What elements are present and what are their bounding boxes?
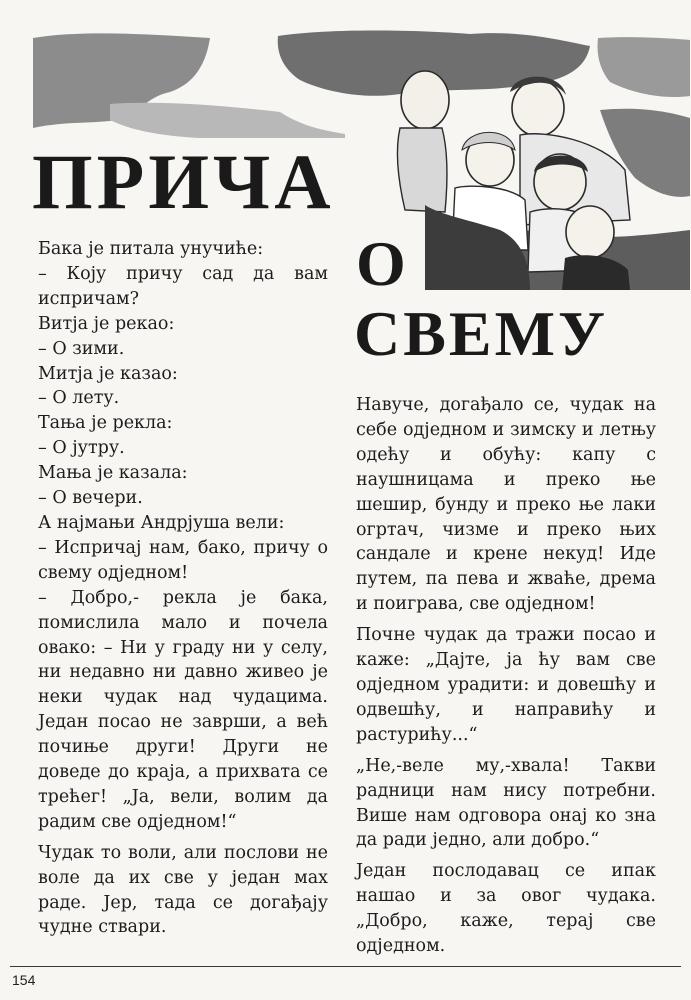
page-number: 154 bbox=[12, 972, 36, 988]
paragraph: – О лету. bbox=[38, 388, 120, 409]
paragraph: Тања је рекла: bbox=[38, 413, 173, 434]
paragraph: Почне чудак да тражи посао и каже: „Дајте, ја ћу вам све одједном урадити: и довешћу и одвешћу, и направићу и растурићу...“ bbox=[356, 625, 656, 745]
paragraph: Навуче, догађало се, чудак на себе одједном и зимску и летњу одећу и обућу: капу с наушницама и преко ње шешир, бунду и преко ње лаки огртач, чизме и преко њих сандале и крене некуд! Иде путем, па пева и жваће, дрема и поиграва, све одједном! bbox=[356, 395, 656, 615]
footer-rule bbox=[10, 966, 681, 967]
title-line-1: ПРИЧА bbox=[32, 138, 335, 225]
paragraph: – Добро,- рекла је бака, помислила мало и почела овако: – Ни у граду ни у селу, ни недавно ни давно живео је неки чудак над чудацима. Један посао не заврши, а већ почиње други! Други не доведе до краја, а прихвата се трећег! „Ја, вели, волим да радим све одједном!“ bbox=[38, 587, 328, 832]
wash-cloud-right bbox=[598, 37, 691, 97]
paragraph: – Испричај нам, бако, причу о свему одједном! bbox=[38, 537, 328, 583]
paragraph: Витја је рекао: bbox=[38, 313, 175, 334]
paragraph: А најмањи Андрјуша вели: bbox=[38, 512, 285, 533]
title-line-3: СВЕМУ bbox=[354, 298, 608, 369]
paragraph: – О вечери. bbox=[38, 488, 143, 509]
paragraph: Један послодавац се ипак нашао и за овог чудака. „Добро, каже, терај све одједном. bbox=[356, 861, 656, 957]
paragraph: „Не,-веле му,-хвала! Такви радници нам нису потребни. Више нам одговора онај ко зна да ради једно, али добро.“ bbox=[356, 755, 656, 851]
right-text-column bbox=[356, 393, 656, 959]
paragraph: Митја је казао: bbox=[38, 363, 178, 384]
paragraph: Чудак то воли, али послови не воле да их све у један мах раде. Јер, тада се догађају чудне ствари. bbox=[38, 842, 328, 938]
paragraph: Мања је казала: bbox=[38, 463, 188, 484]
paragraph: – Коју причу сад да вам испричам? bbox=[38, 263, 328, 309]
paragraph: Бака је питала унучиће: bbox=[38, 239, 264, 259]
title-line-2: О bbox=[356, 228, 408, 299]
paragraph: – О јутру. bbox=[38, 438, 125, 459]
paragraph: – О зими. bbox=[38, 338, 125, 359]
left-text-column bbox=[38, 237, 328, 940]
